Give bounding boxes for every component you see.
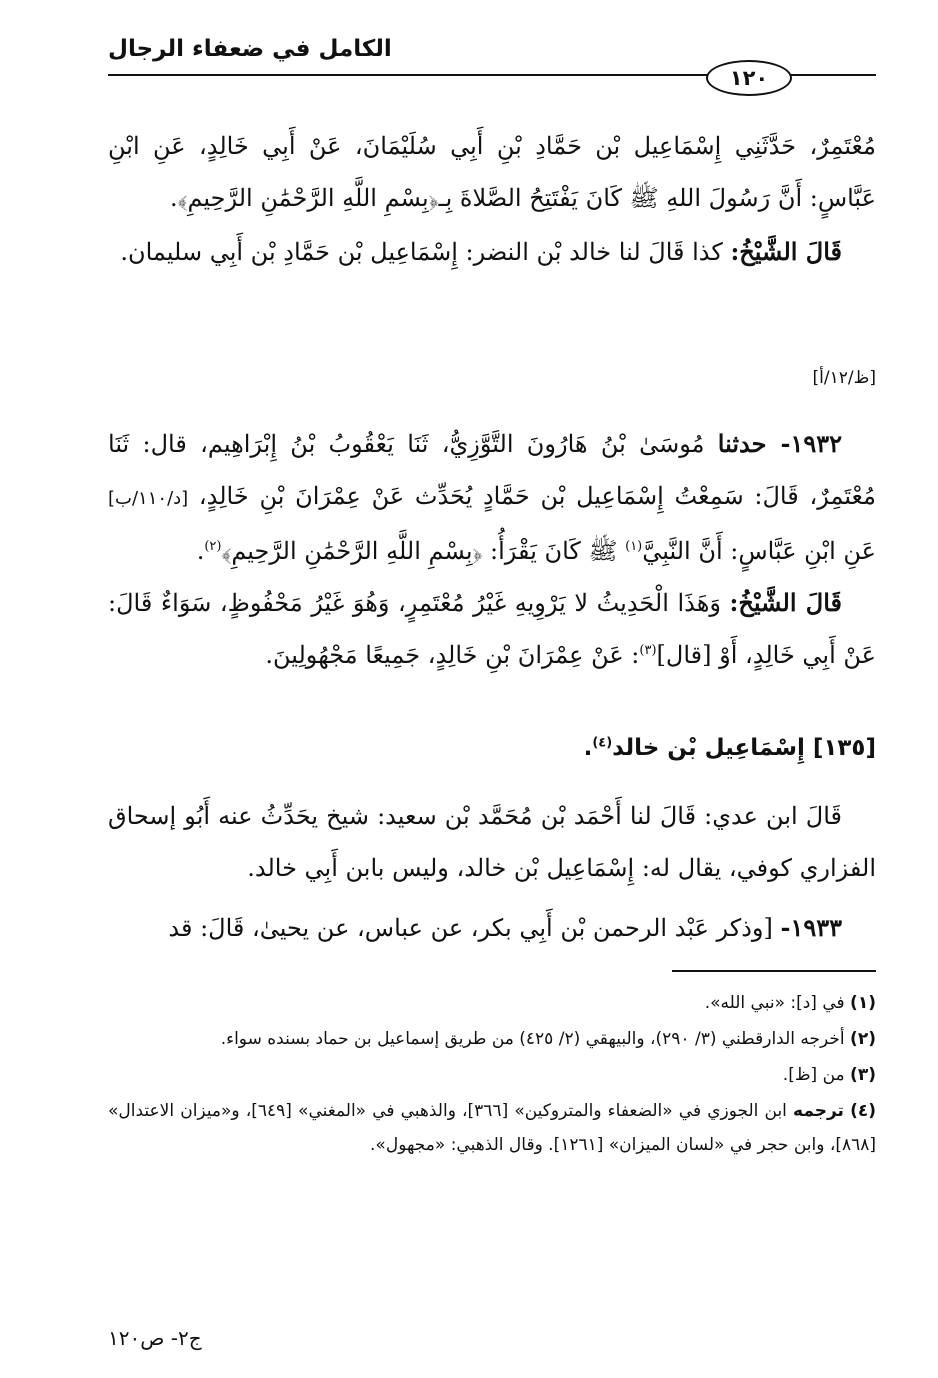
footnote-4 — [108, 1094, 876, 1162]
paragraph-hadith-cont: مُعْتَمِرٌ، حَدَّثَنِي إِسْمَاعِيل بْن حَمَّادِ بْنِ أَبِي سُلَيْمَانَ، عَنْ أَبِي خَالِدٍ، عَنِ ابْنِ عَبَّاسٍ: أَنَّ رَسُولَ اللهِ ﷺ كَانَ يَفْتَتِحُ الصَّلاةَ بِـ﴿بِسْمِ اللَّهِ الرَّحْمَٰنِ الرَّحِيمِ﴾. — [108, 132, 876, 212]
footnote-number: (٤) — [850, 1101, 877, 1121]
hadith-number-1932: ١٩٣٢- حدثنا — [717, 429, 842, 458]
shaykh-label: قَالَ الشَّيْخُ: — [730, 237, 842, 266]
paragraph-shaykh-note — [108, 226, 876, 278]
shaykh-comment-text-a: وَهَذَا الْحَدِيثُ لا يَرْوِيهِ غَيْرُ مُعْتَمِرٍ، وَهُوَ غَيْرُ مَحْفُوظٍ، سَوَاءٌ قَالَ: عَنْ أَبِي خَالِدٍ، أَوْ [قال] — [108, 589, 876, 669]
footnote-text: من [ظ]. — [782, 1065, 845, 1085]
manuscript-ref: [ظ/١٢/أ] — [812, 368, 876, 388]
hadith-1932-text-c: ﷺ كَانَ يَقْرَأُ: ﴿بِسْمِ اللَّهِ الرَّحْمَٰنِ الرَّحِيمِ﴾ — [221, 537, 626, 565]
footnote-number: (٢) — [850, 1029, 876, 1049]
running-title: الكامل في ضعفاء الرجال — [108, 36, 392, 62]
entry-heading-end: . — [583, 735, 593, 761]
footnote-text: في [د]: «نبي الله». — [704, 993, 845, 1013]
footnote-marker-3[interactable]: (٣) — [639, 643, 657, 658]
body-section-bottom — [108, 790, 876, 954]
paragraph-ibn-adi: قَالَ ابن عدي: قَالَ لنا أَحْمَد بْن مُحَمَّد بْن سعيد: شيخ يحَدِّثُ عنه أَبُو إسحاق الفزاري كوفي، يقال له: إِسْمَاعِيل بْن خالد، وليس بابن أَبِي خالد. — [108, 802, 876, 882]
shaykh-note-text: كذا قَالَ لنا خالد بْن النضر: إِسْمَاعِيل بْن حَمَّادِ بْن أَبِي سليمان. — [120, 238, 731, 266]
footnote-number: (١) — [850, 993, 876, 1013]
paragraph-shaykh-comment — [108, 577, 876, 681]
body-section-top — [108, 120, 876, 278]
body-section-middle — [108, 418, 876, 681]
hadith-1932-text-d: . — [196, 537, 205, 565]
footnote-marker-4[interactable]: (٤) — [592, 735, 613, 751]
hadith-1933 — [108, 902, 876, 954]
entry-heading-text: [١٣٥] إِسْمَاعِيل بْن خالد — [612, 735, 876, 761]
hadith-1933-text: [وذكر عَبْد الرحمن بْن أَبِي بكر، عن عباس، عن يحيىٰ، قَالَ: قد — [168, 914, 781, 942]
hadith-1932 — [108, 418, 876, 577]
manuscript-ref-inline: [د/١١٠/ب] — [108, 488, 189, 509]
footnote-lead: ترجمه — [793, 1101, 844, 1121]
volume-page-footer: ج٢- ص١٢٠ — [108, 1326, 202, 1350]
footnote-text: ابن الجوزي في «الضعفاء والمتروكين» [٣٦٦]، والذهبي في «المغني» [٦٤٩]، و«ميزان الاعتدال» [٨٦٨]، وابن حجر في «لسان الميزان» [١٢٦١]. وقال الذهبي: «مجهول». — [108, 1101, 876, 1155]
shaykh-comment-text-b: : عَنْ عِمْرَانَ بْنِ خَالِدٍ، جَمِيعًا مَجْهُولِينَ. — [265, 641, 640, 669]
footnote-number: (٣) — [850, 1065, 876, 1085]
footnote-text: أخرجه الدارقطني (٣/ ٢٩٠)، والبيهقي (٢/ ٤٢٥) من طريق إسماعيل بن حماد بسنده سواء. — [220, 1029, 845, 1049]
footnotes — [108, 986, 876, 1164]
footnote-marker-2[interactable]: (٢) — [204, 539, 222, 554]
hadith-1932-text-b: عَنِ ابْنِ عَبَّاسٍ: أَنَّ النَّبِيَّ — [642, 537, 876, 565]
footnote-marker-1[interactable]: (١) — [625, 539, 643, 554]
page-number: ١٢٠ — [706, 60, 792, 96]
hadith-number-1933: ١٩٣٣- — [780, 913, 842, 942]
entry-heading — [108, 726, 876, 770]
shaykh-label-2: قَالَ الشَّيْخُ: — [729, 588, 843, 617]
footnote-rule — [672, 970, 876, 972]
footnote-3 — [108, 1058, 876, 1092]
hadith-1932-text-a: مُوسَىٰ بْنُ هَارُونَ التَّوَّزِيُّ، ثَنَا يَعْقُوبُ بْنُ إِبْرَاهِيم، قال: ثَنَا مُعْتَمِرٌ، قَالَ: سَمِعْتُ إِسْمَاعِيل بْن حَمَّادٍ يُحَدِّث عَنْ عِمْرَانَ بْنِ خَالِدٍ، — [108, 430, 876, 510]
footnote-1 — [108, 986, 876, 1020]
footnote-2 — [108, 1022, 876, 1056]
